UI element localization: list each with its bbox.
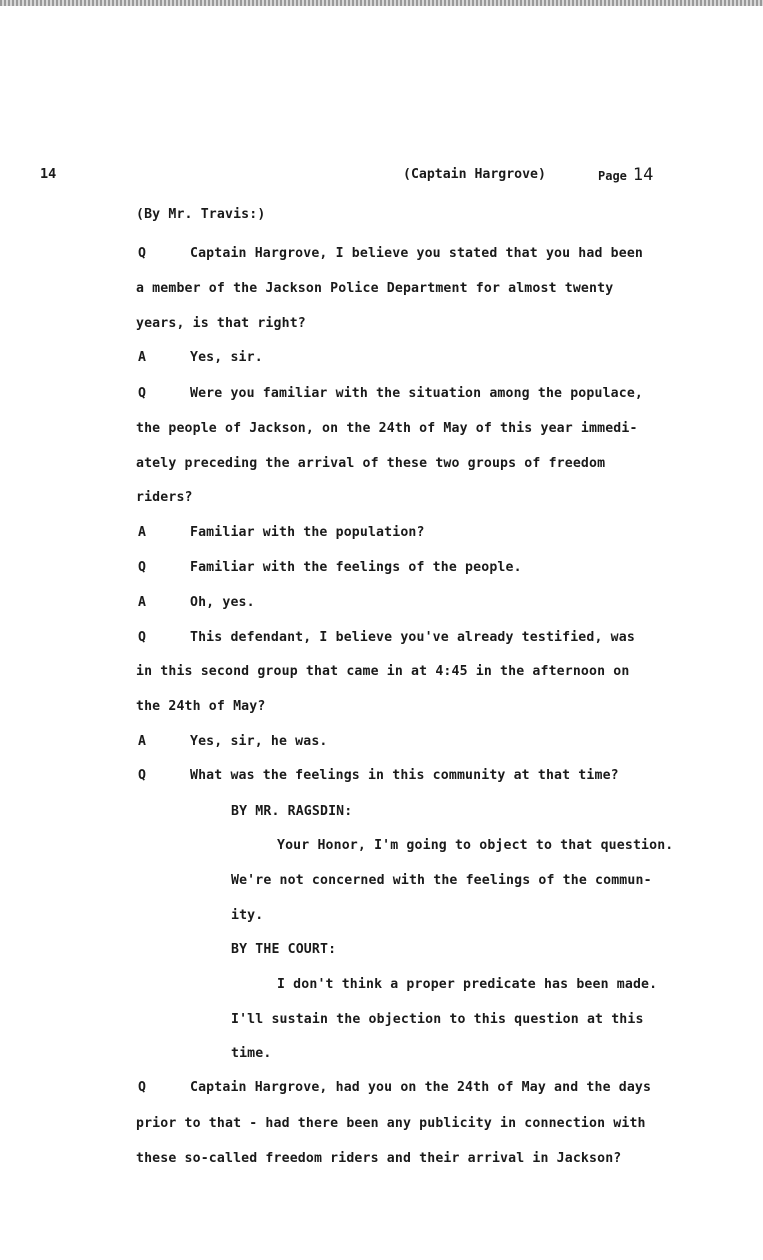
transcript-line: ately preceding the arrival of these two groups of freedom: [136, 456, 606, 471]
page-stamp-number: 14: [632, 165, 654, 185]
transcript-line: (By Mr. Travis:): [136, 207, 266, 222]
transcript-line: Familiar with the feelings of the people.: [190, 560, 522, 575]
transcript-line: We're not concerned with the feelings of the commun-: [231, 873, 652, 888]
speaker-marker: Q: [138, 768, 146, 783]
transcript-line: the people of Jackson, on the 24th of May of this year immedi-: [136, 421, 638, 436]
transcript-line: Familiar with the population?: [190, 525, 425, 540]
speaker-marker: Q: [138, 560, 146, 575]
transcript-line: I'll sustain the objection to this question at this: [231, 1012, 644, 1027]
transcript-line: I don't think a proper predicate has been made.: [277, 977, 658, 992]
transcript-line: Oh, yes.: [190, 595, 255, 610]
transcript-line: years, is that right?: [136, 316, 306, 331]
transcript-line: Yes, sir, he was.: [190, 734, 328, 749]
transcript-line: riders?: [136, 490, 193, 505]
transcript-line: What was the feelings in this community at that time?: [190, 768, 619, 783]
transcript-line: Captain Hargrove, had you on the 24th of May and the days: [190, 1080, 652, 1095]
transcript-line: Were you familiar with the situation among the populace,: [190, 386, 644, 401]
speaker-marker: Q: [138, 630, 146, 645]
transcript-line: these so-called freedom riders and their arrival in Jackson?: [136, 1151, 622, 1166]
speaker-marker: A: [138, 595, 146, 610]
header-page-stamp: [598, 165, 653, 185]
speaker-marker: Q: [138, 246, 146, 261]
header-caption: (Captain Hargrove): [403, 167, 546, 182]
page-number: 14: [40, 166, 57, 182]
speaker-marker: Q: [138, 386, 146, 401]
transcript-line: Yes, sir.: [190, 350, 263, 365]
transcript-line: Captain Hargrove, I believe you stated that you had been: [190, 246, 644, 261]
transcript-line: Your Honor, I'm going to object to that question.: [277, 838, 674, 853]
transcript-line: time.: [231, 1046, 272, 1061]
speaker-marker: A: [138, 734, 146, 749]
transcript-line: a member of the Jackson Police Department for almost twenty: [136, 281, 614, 296]
speaker-marker: A: [138, 525, 146, 540]
transcript-line: ity.: [231, 908, 264, 923]
speaker-marker: A: [138, 350, 146, 365]
speaker-heading: BY THE COURT:: [231, 942, 337, 957]
transcript-line: prior to that - had there been any publicity in connection with: [136, 1116, 646, 1131]
transcript-line: This defendant, I believe you've already testified, was: [190, 630, 635, 645]
page-label: Page: [598, 169, 627, 183]
transcript-line: the 24th of May?: [136, 699, 266, 714]
speaker-marker: Q: [138, 1080, 146, 1095]
page-top-edge: [0, 0, 763, 6]
speaker-heading: BY MR. RAGSDIN:: [231, 804, 353, 819]
transcript-line: in this second group that came in at 4:45 in the afternoon on: [136, 664, 630, 679]
